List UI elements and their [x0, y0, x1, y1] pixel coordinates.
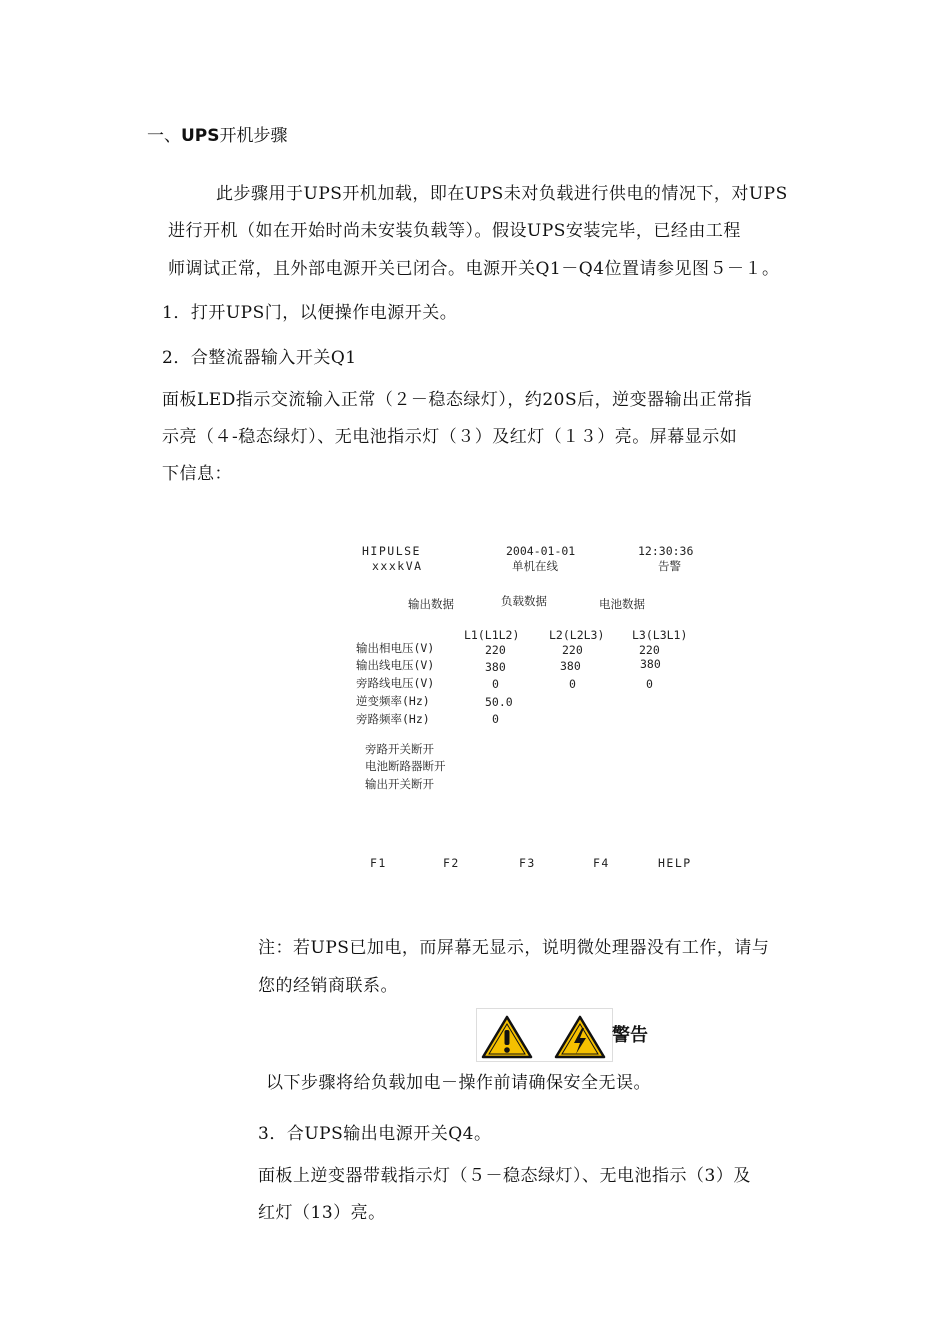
- status-line: 旁路开关断开: [365, 742, 434, 756]
- row-value: 380: [485, 660, 506, 674]
- screen-alarm: 告警: [658, 559, 681, 573]
- row-value: 0: [569, 677, 576, 691]
- note-line-1: 注：若UPS已加电，而屏幕无显示，说明微处理器没有工作，请与: [258, 938, 770, 958]
- status-line: 电池断路器断开: [365, 759, 446, 773]
- row-value: 0: [646, 677, 653, 691]
- tab-load-data[interactable]: 负载数据: [501, 594, 547, 608]
- step-2-desc-1: 面板LED指示交流输入正常（２－稳态绿灯），约20S后，逆变器输出正常指: [162, 390, 753, 410]
- screen-mode: 单机在线: [512, 559, 558, 573]
- step-2: 2．合整流器输入开关Q1: [162, 348, 357, 368]
- exclamation-warning-icon: [481, 1015, 533, 1059]
- heading-bold: UPS: [181, 126, 220, 146]
- col-l2: L2(L2L3): [549, 628, 605, 642]
- high-voltage-warning-icon: [554, 1015, 606, 1059]
- screen-date: 2004-01-01: [506, 544, 576, 558]
- status-line: 输出开关断开: [365, 777, 434, 791]
- key-f3[interactable]: F3: [519, 856, 536, 870]
- col-l1: L1(L1L2): [464, 628, 520, 642]
- heading-text: 开机步骤: [219, 126, 288, 146]
- ups-lcd-screen: [340, 535, 720, 885]
- row-value: 220: [485, 643, 506, 657]
- step-2-desc-2: 示亮（４-稳态绿灯）、无电池指示灯（３）及红灯（１３）亮。屏幕显示如: [162, 427, 738, 447]
- col-l3: L3(L3L1): [632, 628, 688, 642]
- key-f2[interactable]: F2: [443, 856, 460, 870]
- key-f1[interactable]: F1: [370, 856, 387, 870]
- screen-time: 12:30:36: [638, 544, 694, 558]
- key-help[interactable]: HELP: [658, 856, 692, 870]
- screen-model: HIPULSE: [362, 544, 421, 558]
- heading-number: 一、: [147, 126, 181, 146]
- row-value: 0: [492, 712, 499, 726]
- row-value: 220: [562, 643, 583, 657]
- row-label: 旁路频率(Hz): [356, 712, 430, 726]
- warning-icons-box: [476, 1008, 613, 1062]
- step-3-desc-1: 面板上逆变器带载指示灯（５－稳态绿灯）、无电池指示（3）及: [258, 1166, 751, 1186]
- row-label: 输出相电压(V): [356, 641, 435, 655]
- intro-line-3: 师调试正常，且外部电源开关已闭合。电源开关Q1－Q4位置请参见图５－１。: [168, 259, 780, 279]
- row-label: 旁路线电压(V): [356, 676, 435, 690]
- step-1: 1．打开UPS门，以便操作电源开关。: [162, 303, 458, 323]
- row-value: 220: [639, 643, 660, 657]
- key-f4[interactable]: F4: [593, 856, 610, 870]
- row-label: 输出线电压(V): [356, 658, 435, 672]
- screen-capacity: xxxkVA: [372, 559, 423, 573]
- row-label: 逆变频率(Hz): [356, 694, 430, 708]
- warning-text: 以下步骤将给负载加电－操作前请确保安全无误。: [266, 1073, 651, 1093]
- row-value: 50.0: [485, 695, 513, 709]
- tab-output-data[interactable]: 输出数据: [408, 597, 454, 611]
- tab-battery-data[interactable]: 电池数据: [599, 597, 645, 611]
- step-2-desc-3: 下信息：: [162, 464, 232, 484]
- warning-label: 警告: [612, 1025, 648, 1046]
- section-heading: [147, 121, 288, 146]
- step-3: 3．合UPS输出电源开关Q4。: [258, 1124, 492, 1144]
- note-line-2: 您的经销商联系。: [258, 976, 398, 996]
- row-value: 380: [560, 659, 581, 673]
- intro-line-1: 此步骤用于UPS开机加载，即在UPS未对负载进行供电的情况下，对UPS: [216, 184, 788, 204]
- step-3-desc-2: 红灯（13）亮。: [258, 1203, 386, 1223]
- row-value: 380: [640, 657, 661, 671]
- intro-line-2: 进行开机（如在开始时尚未安装负载等）。假设UPS安装完毕，已经由工程: [168, 221, 741, 241]
- row-value: 0: [492, 677, 499, 691]
